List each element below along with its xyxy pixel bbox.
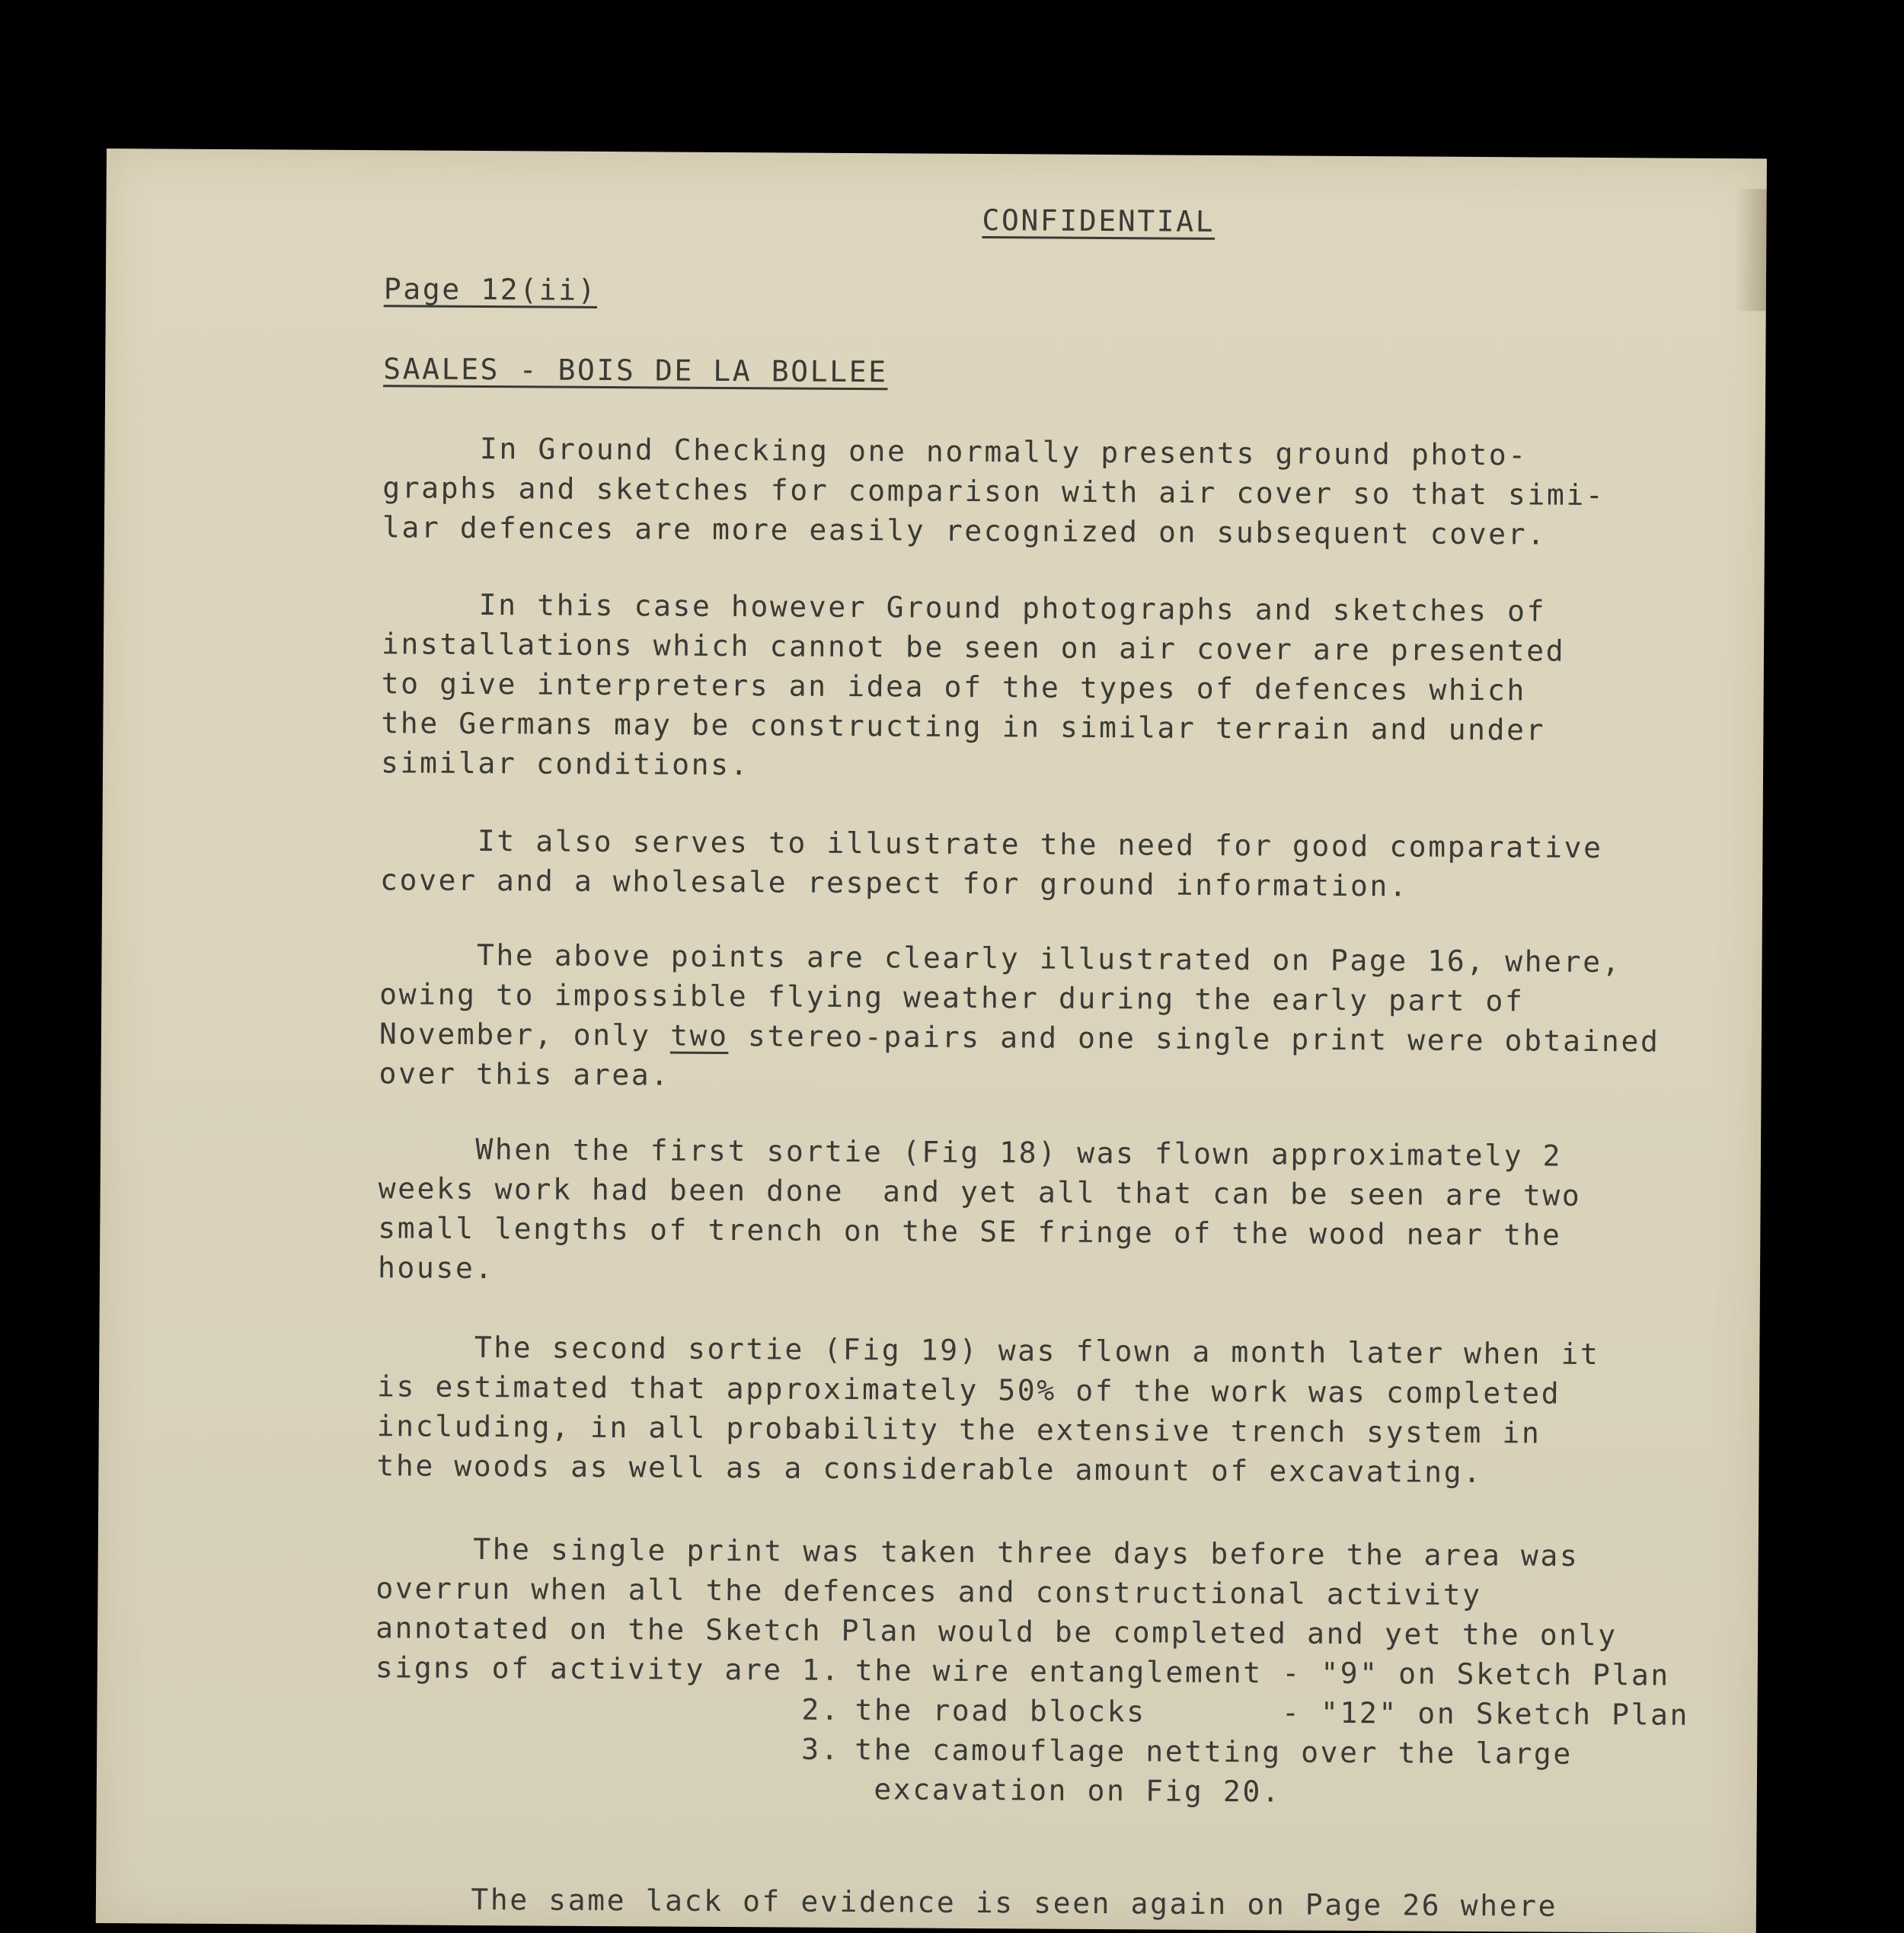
text-line: signs of activity are <box>375 1647 1618 1695</box>
paragraph-4 <box>379 935 1660 1101</box>
text-line: weeks work had been done and yet all that can be seen are two <box>379 1168 1582 1216</box>
text-line: annotated on the Sketch Plan would be completed and yet the only <box>375 1608 1618 1655</box>
text-line: In this case however Ground photographs and sketches of <box>382 584 1565 631</box>
text-line: is estimated that approximately 50% of the work was completed <box>377 1366 1599 1414</box>
text-line: In Ground Checking one normally presents ground photo- <box>382 428 1605 475</box>
text-segment: November, only <box>379 1017 670 1052</box>
text-line: When the first sortie (Fig 18) was flown approximately 2 <box>379 1129 1582 1176</box>
text-line: It also serves to illustrate the need for good comparative <box>380 820 1602 867</box>
document-title: SAALES - BOIS DE LA BOLLEE <box>383 352 888 388</box>
list-number: 1. <box>802 1650 855 1690</box>
list-number: 2. <box>801 1690 855 1730</box>
text-line: house. <box>378 1248 1581 1295</box>
paragraph-8 <box>374 1879 1557 1925</box>
text-line: installations which cannot be seen on air cover are presented <box>382 624 1565 670</box>
text-line: over this area. <box>379 1053 1660 1101</box>
paragraph-5 <box>378 1129 1582 1295</box>
list-item <box>801 1730 1689 1775</box>
text-line: owing to impossible flying weather during the early part of <box>379 974 1660 1021</box>
classification-label: CONFIDENTIAL <box>982 203 1215 238</box>
list-item <box>801 1690 1689 1735</box>
text-line: including, in all probability the extensive trench system in <box>377 1406 1599 1453</box>
paragraph-2 <box>381 584 1566 789</box>
list-number: 3. <box>801 1730 855 1769</box>
text-line: The single print was taken three days before the area was <box>376 1529 1618 1576</box>
list-text: the camouflage netting over the large <box>855 1733 1573 1771</box>
paragraph-6 <box>376 1327 1599 1493</box>
text-line: the woods as well as a considerable amount of excavating. <box>376 1446 1599 1493</box>
list-item <box>801 1769 1689 1814</box>
list-item <box>802 1650 1690 1695</box>
text-line: to give interpreters an idea of the types of defences which <box>382 663 1565 710</box>
text-line: the Germans may be constructing in similar terrain and under <box>381 703 1564 749</box>
list-text: the wire entanglement - "9" on Sketch Plan <box>855 1653 1670 1692</box>
paragraph-3 <box>380 820 1603 907</box>
activity-list <box>801 1650 1690 1814</box>
page-number: Page 12(ii) <box>384 272 598 307</box>
text-line: small lengths of trench on the SE fringe of the wood near the <box>378 1208 1581 1255</box>
text-line: similar conditions. <box>381 743 1564 789</box>
text-line: overrun when all the defences and constructional activity <box>375 1568 1618 1615</box>
text-line: The above points are clearly illustrated on Page 16, where, <box>379 935 1660 982</box>
text-segment: stereo-pairs and one single print were obtained <box>728 1019 1660 1058</box>
text-line: The second sortie (Fig 19) was flown a month later when it <box>377 1327 1599 1374</box>
text-line: The same lack of evidence is seen again on Page 26 where <box>374 1879 1557 1925</box>
paragraph-1 <box>382 428 1605 554</box>
document-page <box>96 149 1767 1933</box>
text-line: cover and a wholesale respect for ground information. <box>380 860 1602 907</box>
text-line: graphs and sketches for comparison with air cover so that simi- <box>382 468 1605 515</box>
list-text: the road blocks - "12" on Sketch Plan <box>855 1693 1689 1732</box>
underlined-word: two <box>670 1019 729 1053</box>
list-text: excavation on Fig 20. <box>855 1772 1282 1808</box>
text-line: lar defences are more easily recognized on subsequent cover. <box>382 507 1605 554</box>
